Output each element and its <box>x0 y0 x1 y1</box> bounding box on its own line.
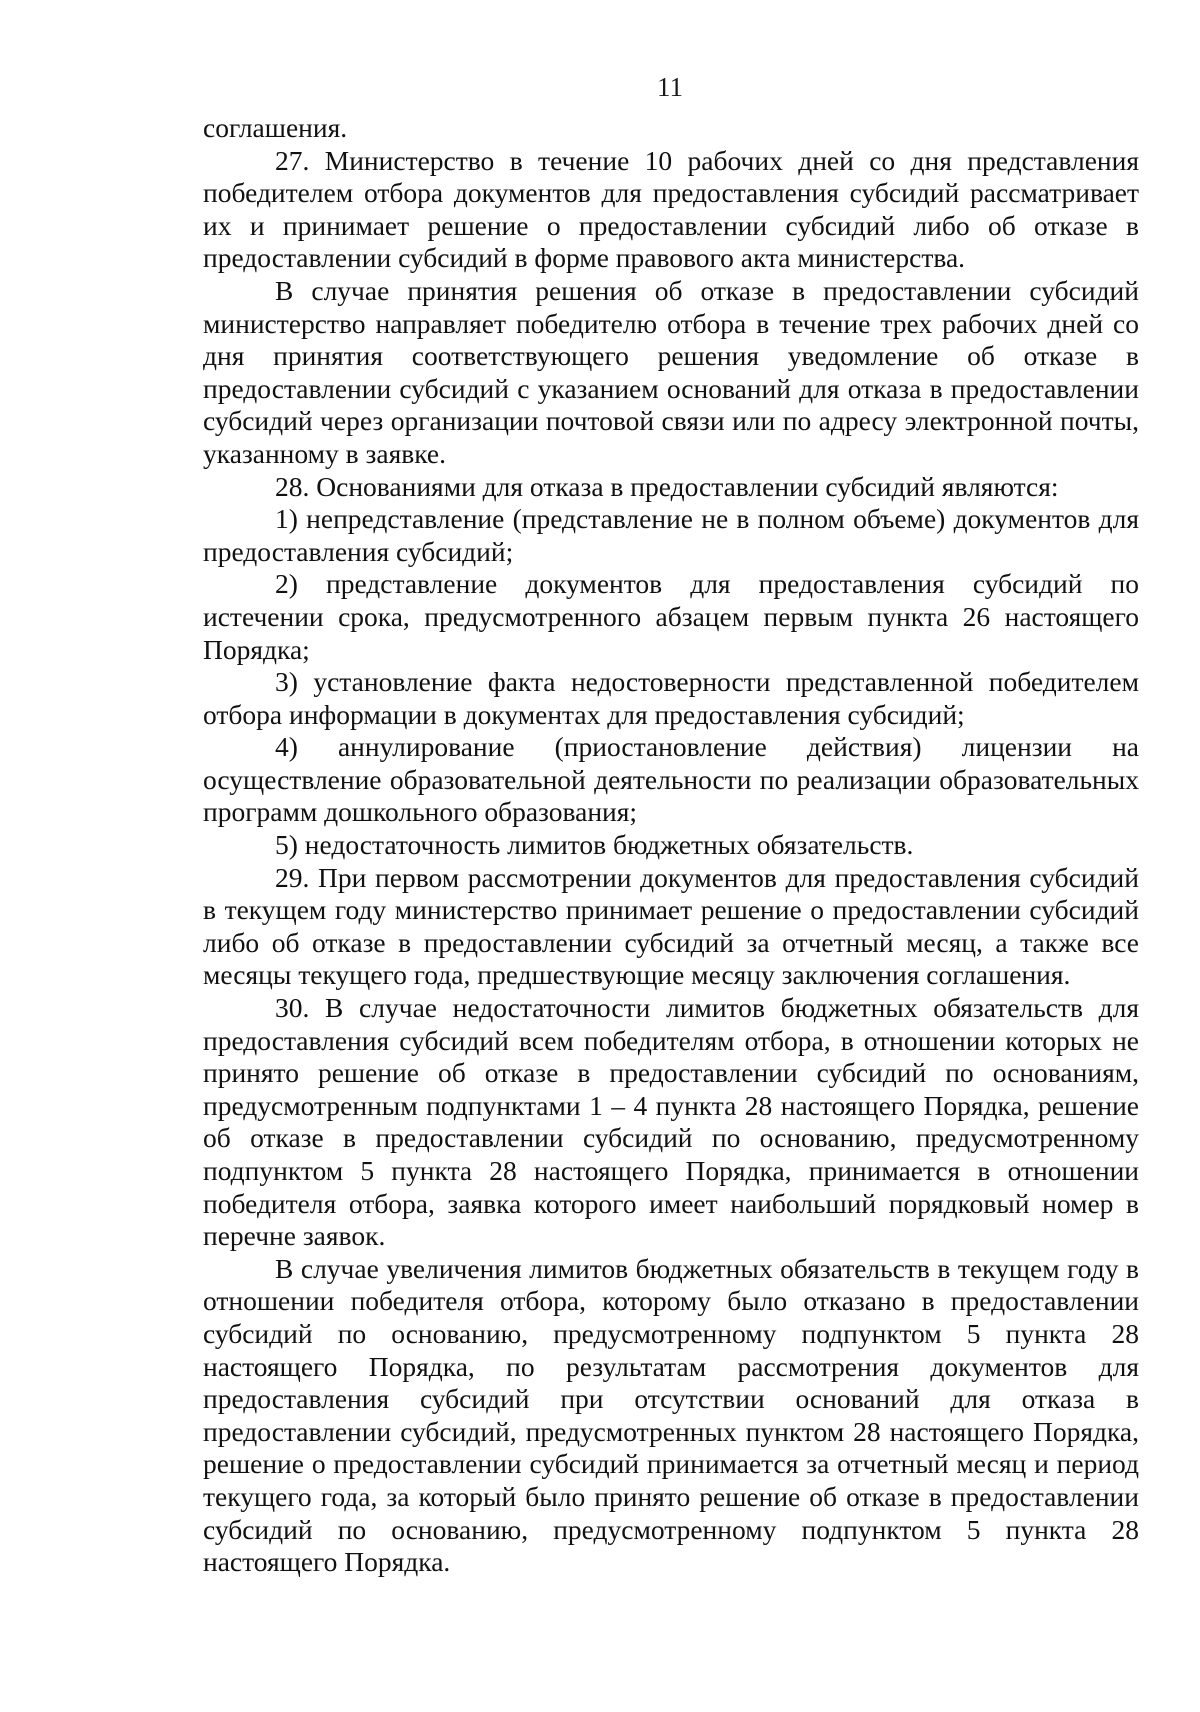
subitem-28-4: 4) аннулирование (приостановление действия) лицензии на осуществление образовательной деятельности по реализации образовательных программ дошкольного образования; <box>203 731 1139 828</box>
subitem-28-2: 2) представление документов для предоставления субсидий по истечении срока, предусмотренного абзацем первым пункта 26 настоящего Порядка; <box>203 568 1139 665</box>
paragraph-item-28: 28. Основаниями для отказа в предоставлении субсидий являются: <box>275 470 1059 502</box>
paragraph-continuation: соглашения. <box>203 112 348 143</box>
subitem-28-1: 1) непредставление (представление не в полном объеме) документов для предоставления субсидий; <box>203 503 1139 567</box>
page-number: 11 <box>657 72 683 102</box>
document-body <box>203 112 1139 1579</box>
paragraph-limits-increase: В случае увеличения лимитов бюджетных обязательств в текущем году в отношении победителя отбора, которому было отказано в предоставлении субсидий по основанию, предусмотренному подпунктом 5 пункта 28 настоящего Порядка, по результатам рассмотрения документов для предоставления субсидий при отсутствии оснований для отказа в предоставлении субсидий, предусмотренных пунктом 28 настоящего Порядка, решение о предоставлении субсидий принимается за отчетный месяц и период текущего года, за который было принято решение об отказе в предоставлении субсидий по основанию, предусмотренному подпунктом 5 пункта 28 настоящего Порядка. <box>203 1252 1139 1578</box>
paragraph-item-29: 29. При первом рассмотрении документов для предоставления субсидий в текущем году министерство принимает решение о предоставлении субсидий либо об отказе в предоставлении субсидий за отчетный месяц, а также все месяцы текущего года, предшествующие месяцу заключения соглашения. <box>203 861 1139 991</box>
paragraph-item-27: 27. Министерство в течение 10 рабочих дней со дня представления победителем отбора документов для предоставления субсидий рассматривает их и принимает решение о предоставлении субсидий либо об отказе в предоставлении субсидий в форме правового акта министерства. <box>203 144 1139 274</box>
subitem-28-5: 5) недостаточность лимитов бюджетных обязательств. <box>275 829 914 861</box>
subitem-28-3: 3) установление факта недостоверности представленной победителем отбора информации в документах для предоставления субсидий; <box>203 666 1139 730</box>
paragraph-item-30: 30. В случае недостаточности лимитов бюджетных обязательств для предоставления субсидий всем победителям отбора, в отношении которых не принято решение об отказе в предоставлении субсидий по основаниям, предусмотренным подпунктами 1 – 4 пункта 28 настоящего Порядка, решение об отказе в предоставлении субсидий по основанию, предусмотренному подпунктом 5 пункта 28 настоящего Порядка, принимается в отношении победителя отбора, заявка которого имеет наибольший порядковый номер в перечне заявок. <box>203 992 1139 1252</box>
paragraph-refusal-notice: В случае принятия решения об отказе в предоставлении субсидий министерство направляет победителю отбора в течение трех рабочих дней со дня принятия соответствующего решения уведомление об отказе в предоставлении субсидий с указанием оснований для отказа в предоставлении субсидий через организации почтовой связи или по адресу электронной почты, указанному в заявке. <box>203 274 1139 469</box>
